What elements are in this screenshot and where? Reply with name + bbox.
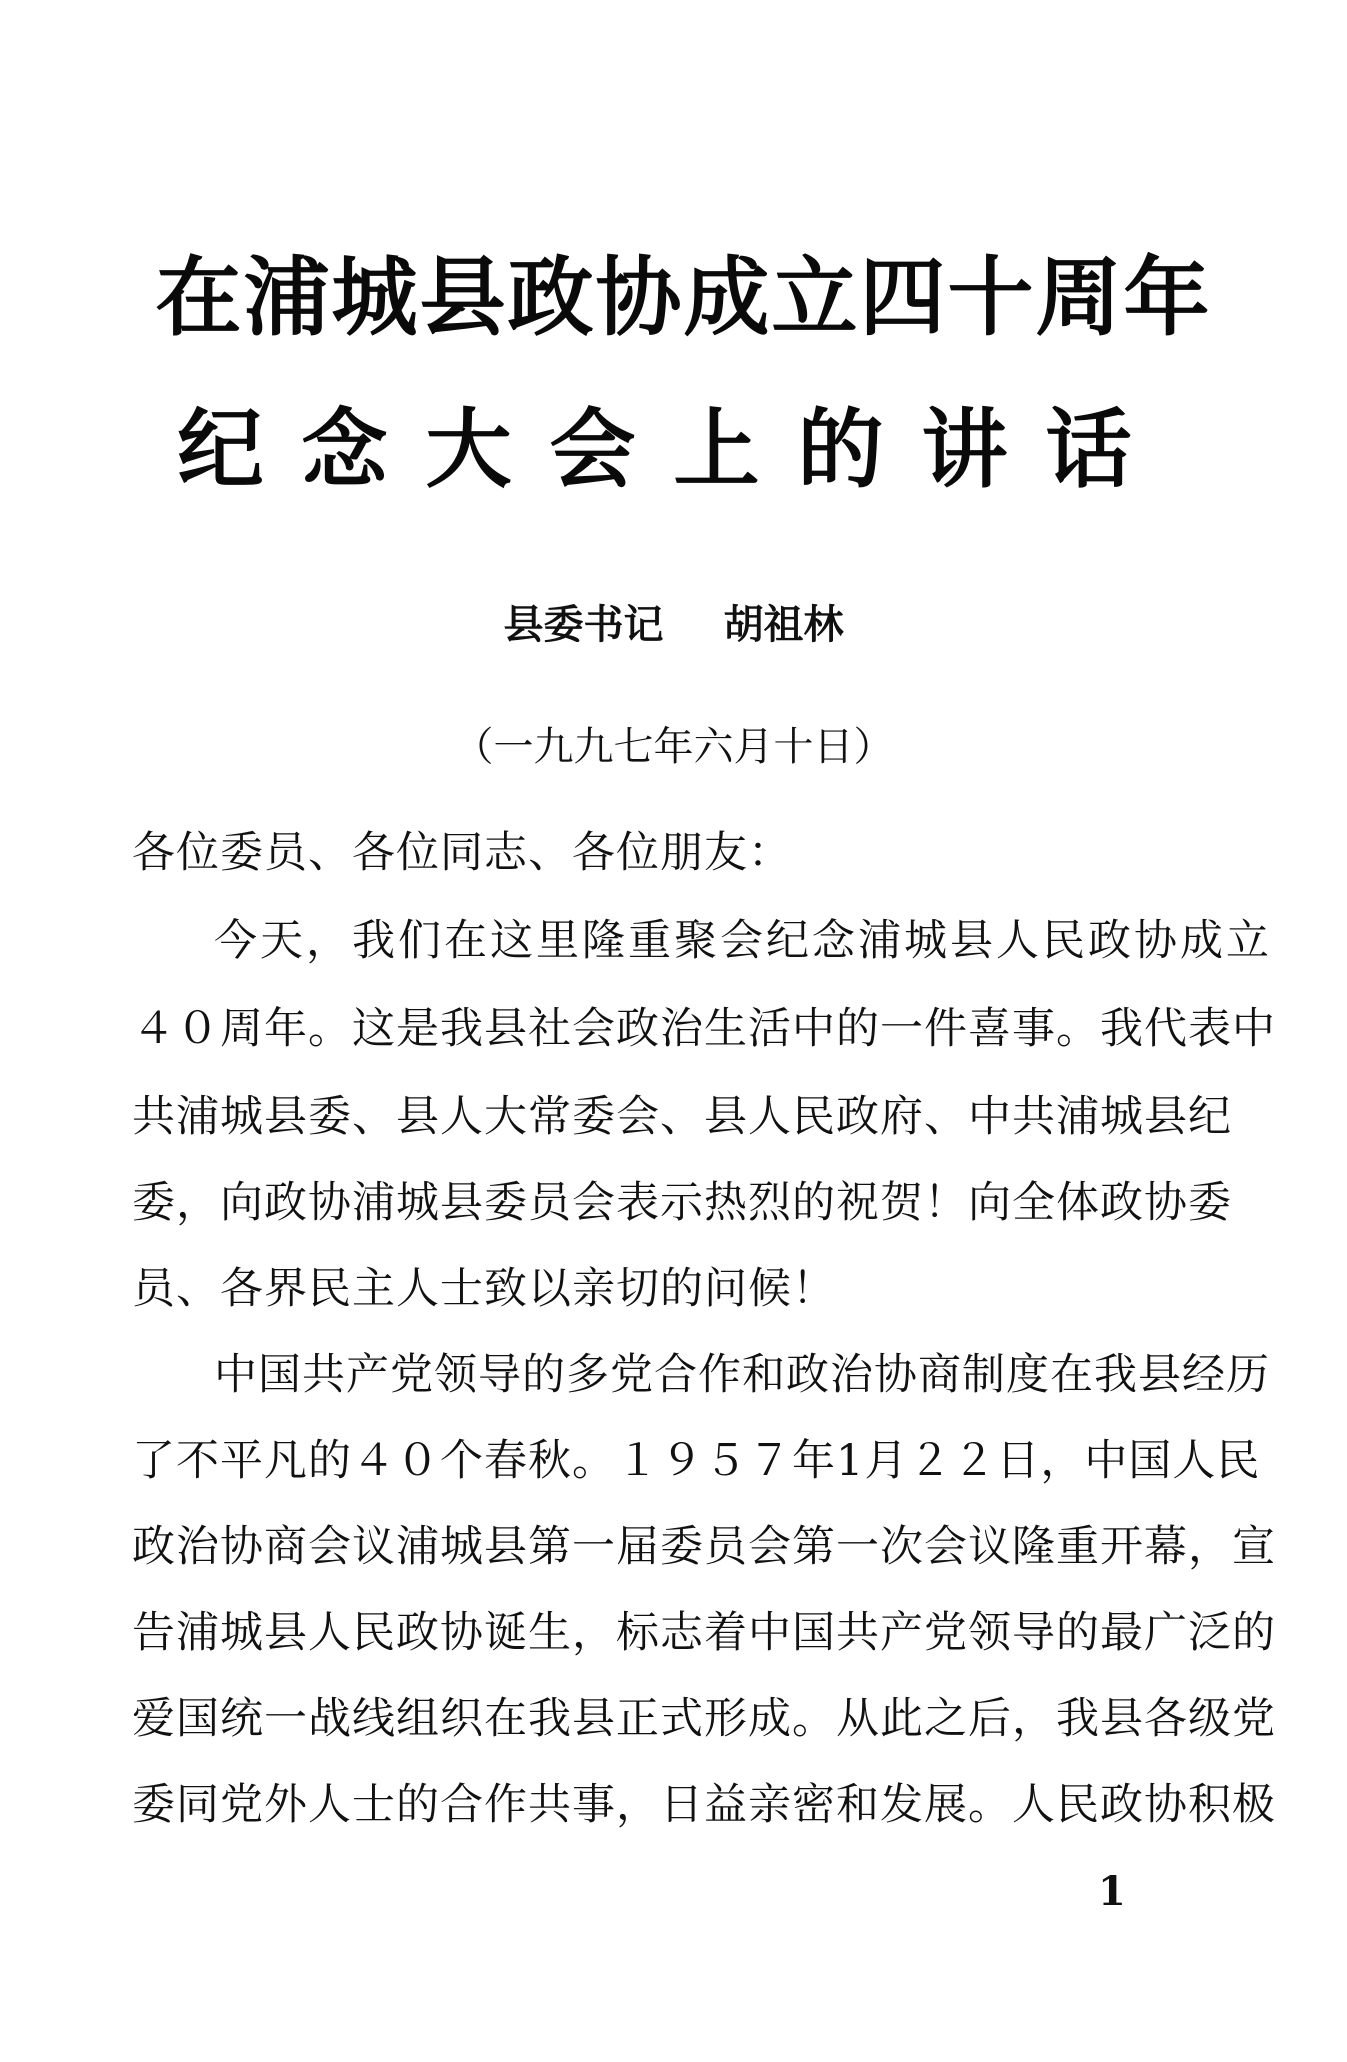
paragraph-line: 了不平凡的４０个春秋。１９５７年1月２２日，中国人民: [132, 1436, 1261, 1486]
paragraph-line: ４０周年。这是我县社会政治生活中的一件喜事。我代表中: [132, 1004, 1276, 1054]
paragraph-line: 员、各界民主人士致以亲切的问候！: [132, 1264, 836, 1314]
speech-date: （一九九七年六月十日）: [453, 724, 894, 770]
author-name: 胡祖林: [723, 602, 844, 648]
paragraph-line: 共浦城县委、县人大常委会、县人民政府、中共浦城县纪: [132, 1092, 1232, 1142]
author-position: 县委书记: [503, 602, 664, 648]
paragraph-line: 委同党外人士的合作共事，日益亲密和发展。人民政协积极: [132, 1780, 1276, 1830]
title-line-1: 在浦城县政协成立四十周年: [155, 248, 1212, 348]
paragraph-line: 告浦城县人民政协诞生，标志着中国共产党领导的最广泛的: [132, 1608, 1276, 1658]
paragraph-line: 今天，我们在这里隆重聚会纪念浦城县人民政协成立: [214, 916, 1272, 966]
paragraph-line: 政治协商会议浦城县第一届委员会第一次会议隆重开幕，宣: [132, 1522, 1276, 1572]
paragraph-line: 爱国统一战线组织在我县正式形成。从此之后，我县各级党: [132, 1694, 1276, 1744]
salutation: 各位委员、各位同志、各位朋友：: [132, 828, 792, 878]
paragraph-line: 委，向政协浦城县委员会表示热烈的祝贺！向全体政协委: [132, 1178, 1232, 1228]
page-number: 1: [1098, 1868, 1126, 1915]
title-line-2: 纪念大会上的讲话: [177, 400, 1170, 500]
paragraph-line: 中国共产党领导的多党合作和政治协商制度在我县经历: [214, 1350, 1270, 1400]
author-line: [0, 600, 1347, 650]
